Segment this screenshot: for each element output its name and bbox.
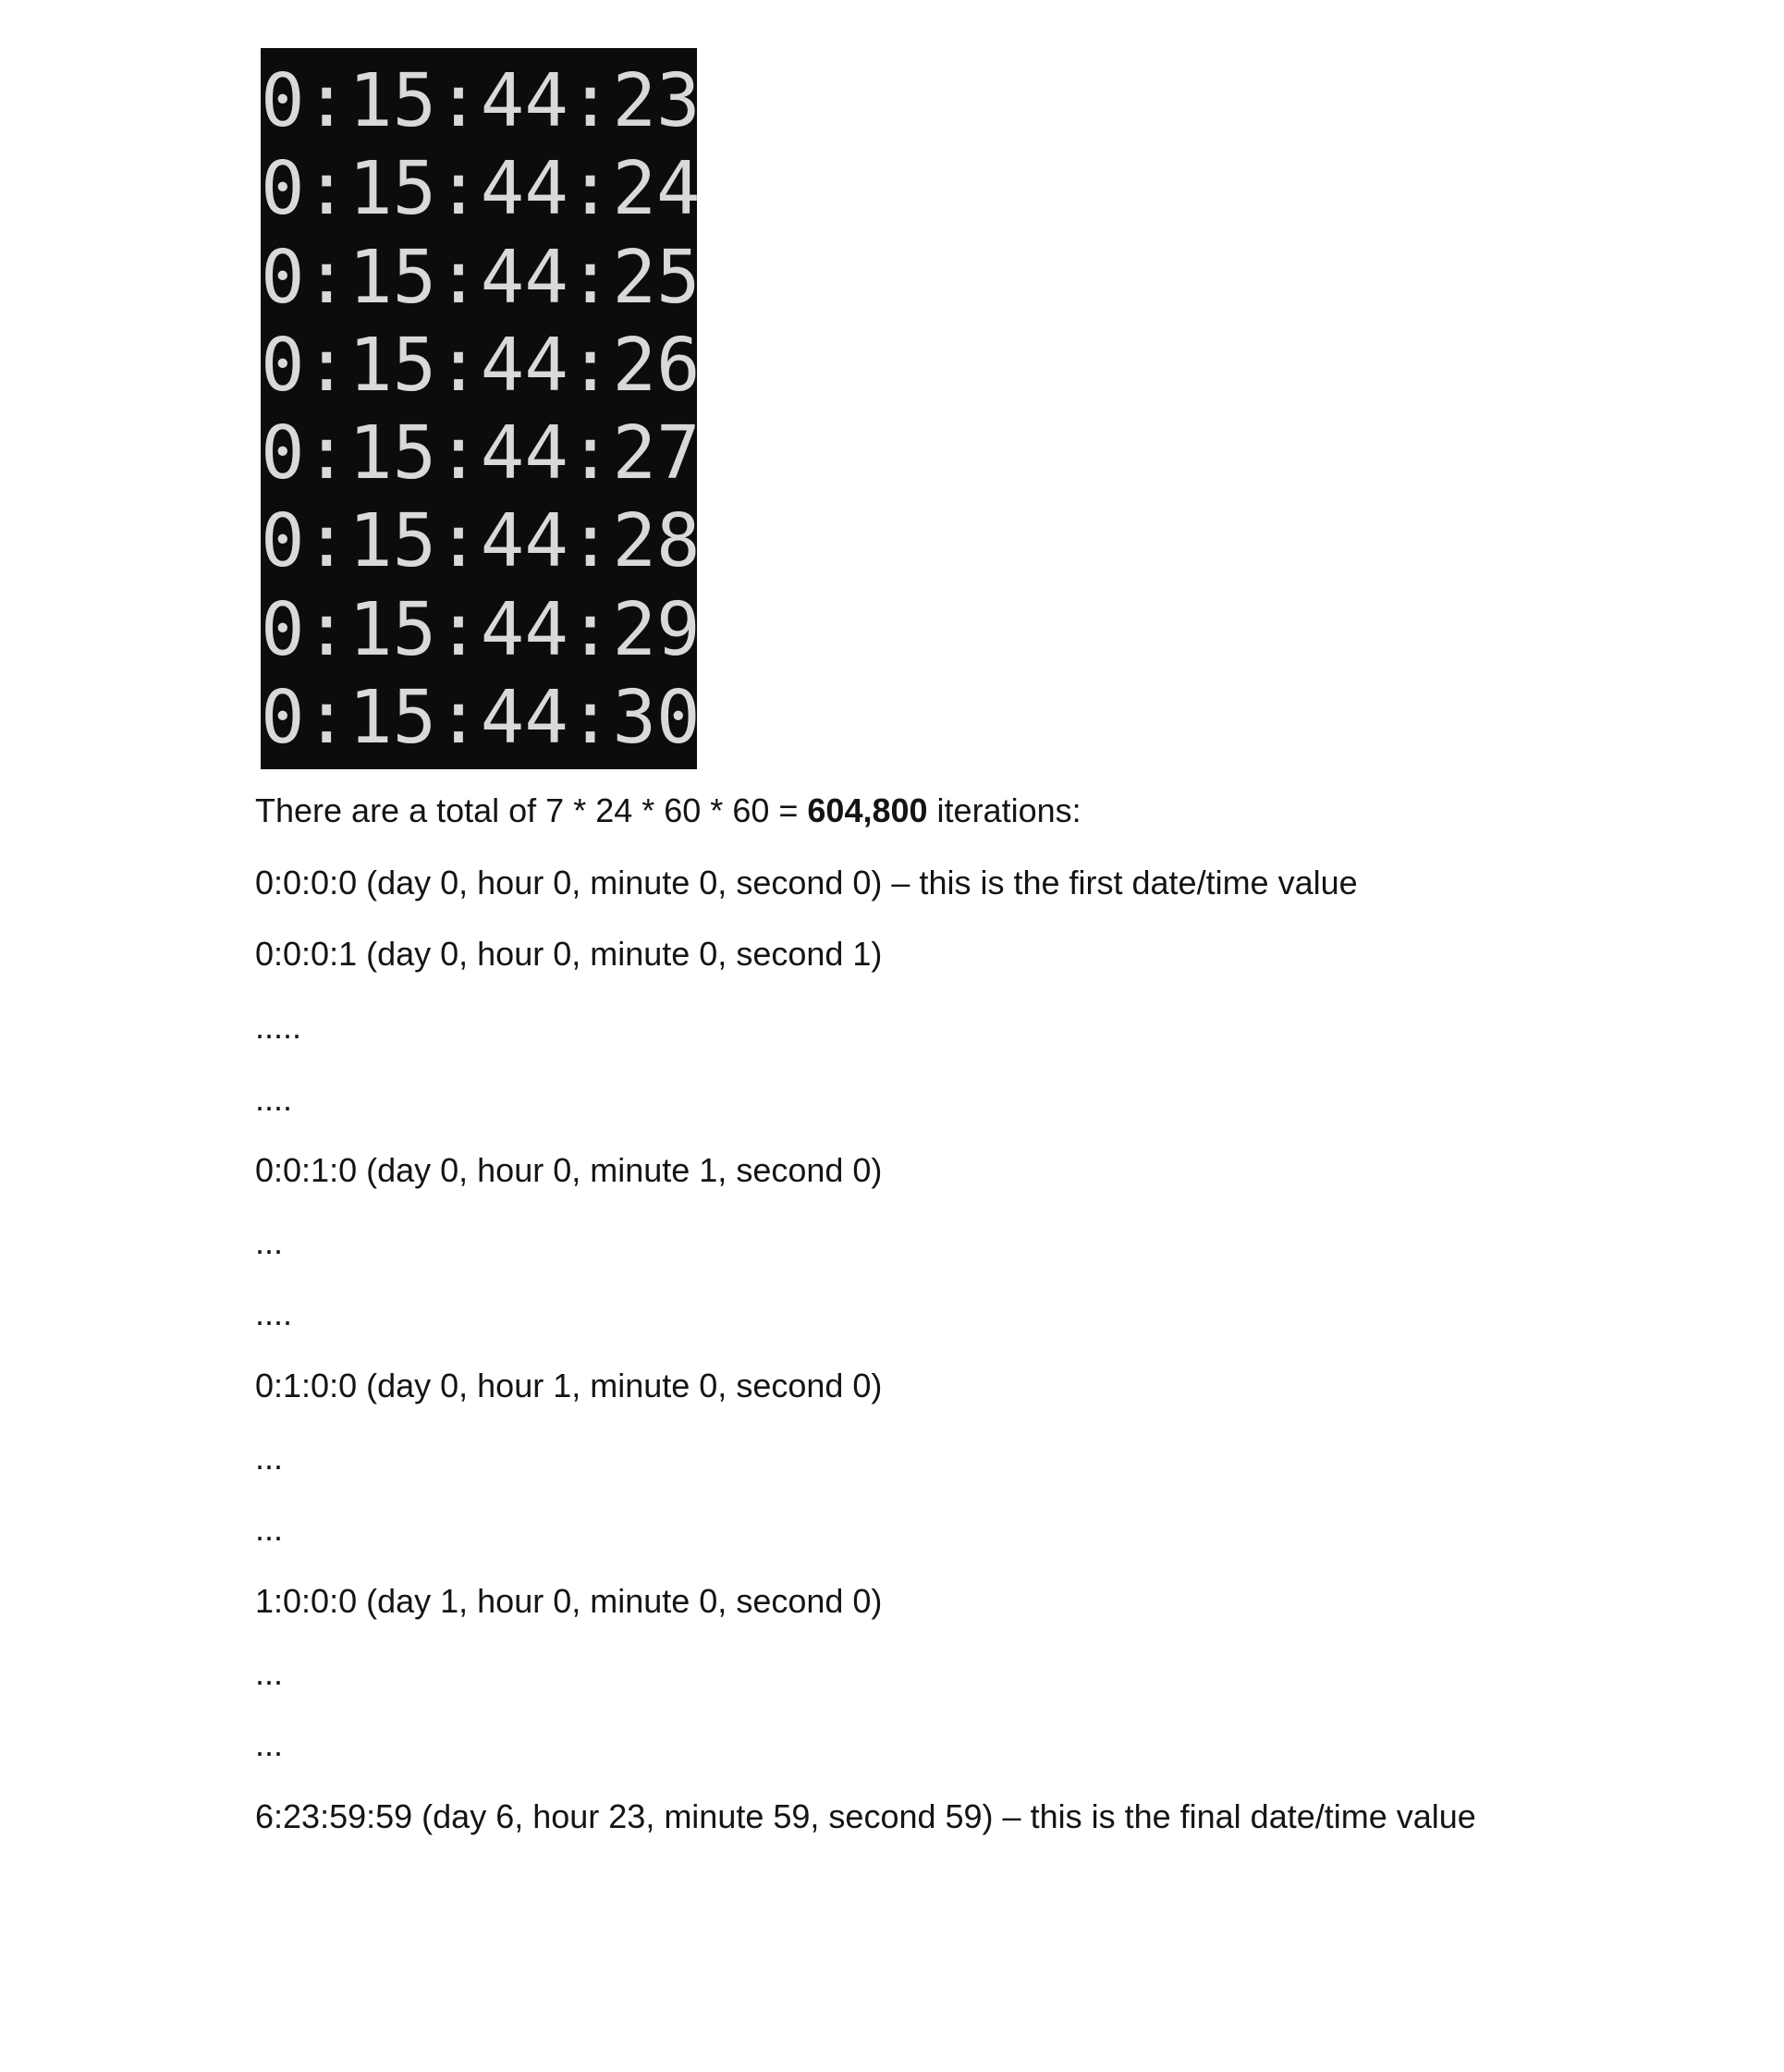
- datetime-line: 0:0:1:0 (day 0, hour 0, minute 1, second 0): [255, 1151, 883, 1189]
- datetime-line: 1:0:0:0 (day 1, hour 0, minute 0, second 0): [255, 1582, 883, 1620]
- ellipsis-line: ....: [255, 1080, 293, 1118]
- ellipsis-line: ....: [255, 1294, 293, 1332]
- terminal-line: 0:15:44:25: [261, 234, 701, 320]
- ellipsis-line: ...: [255, 1439, 284, 1477]
- ellipsis-line: ...: [255, 1725, 284, 1763]
- datetime-line: 0:1:0:0 (day 0, hour 1, minute 0, second 0): [255, 1367, 883, 1404]
- first-datetime-line: 0:0:0:0 (day 0, hour 0, minute 0, second 0) – this is the first date/time value: [255, 864, 1358, 901]
- terminal-line: 0:15:44:28: [261, 498, 701, 584]
- total-prefix: There are a total of 7 * 24 * 60 * 60 =: [255, 791, 808, 829]
- terminal-output: [261, 48, 701, 769]
- terminal-line: 0:15:44:27: [261, 411, 701, 497]
- ellipsis-line: ...: [255, 1654, 284, 1692]
- terminal-line: 0:15:44:29: [261, 586, 701, 672]
- total-suffix: iterations:: [927, 791, 1081, 829]
- ellipsis-line: ...: [255, 1223, 284, 1261]
- final-datetime-line: 6:23:59:59 (day 6, hour 23, minute 59, second 59) – this is the final date/time value: [255, 1797, 1476, 1835]
- terminal-line: 0:15:44:30: [261, 675, 701, 761]
- ellipsis-line: .....: [255, 1008, 302, 1046]
- terminal-line: 0:15:44:26: [261, 322, 701, 408]
- terminal-line: 0:15:44:24: [261, 146, 701, 232]
- ellipsis-line: ...: [255, 1510, 284, 1548]
- terminal-line: 0:15:44:23: [261, 58, 701, 143]
- datetime-line: 0:0:0:1 (day 0, hour 0, minute 0, second 1): [255, 935, 883, 973]
- iteration-total-text: [255, 791, 1081, 830]
- total-value: 604,800: [807, 791, 928, 829]
